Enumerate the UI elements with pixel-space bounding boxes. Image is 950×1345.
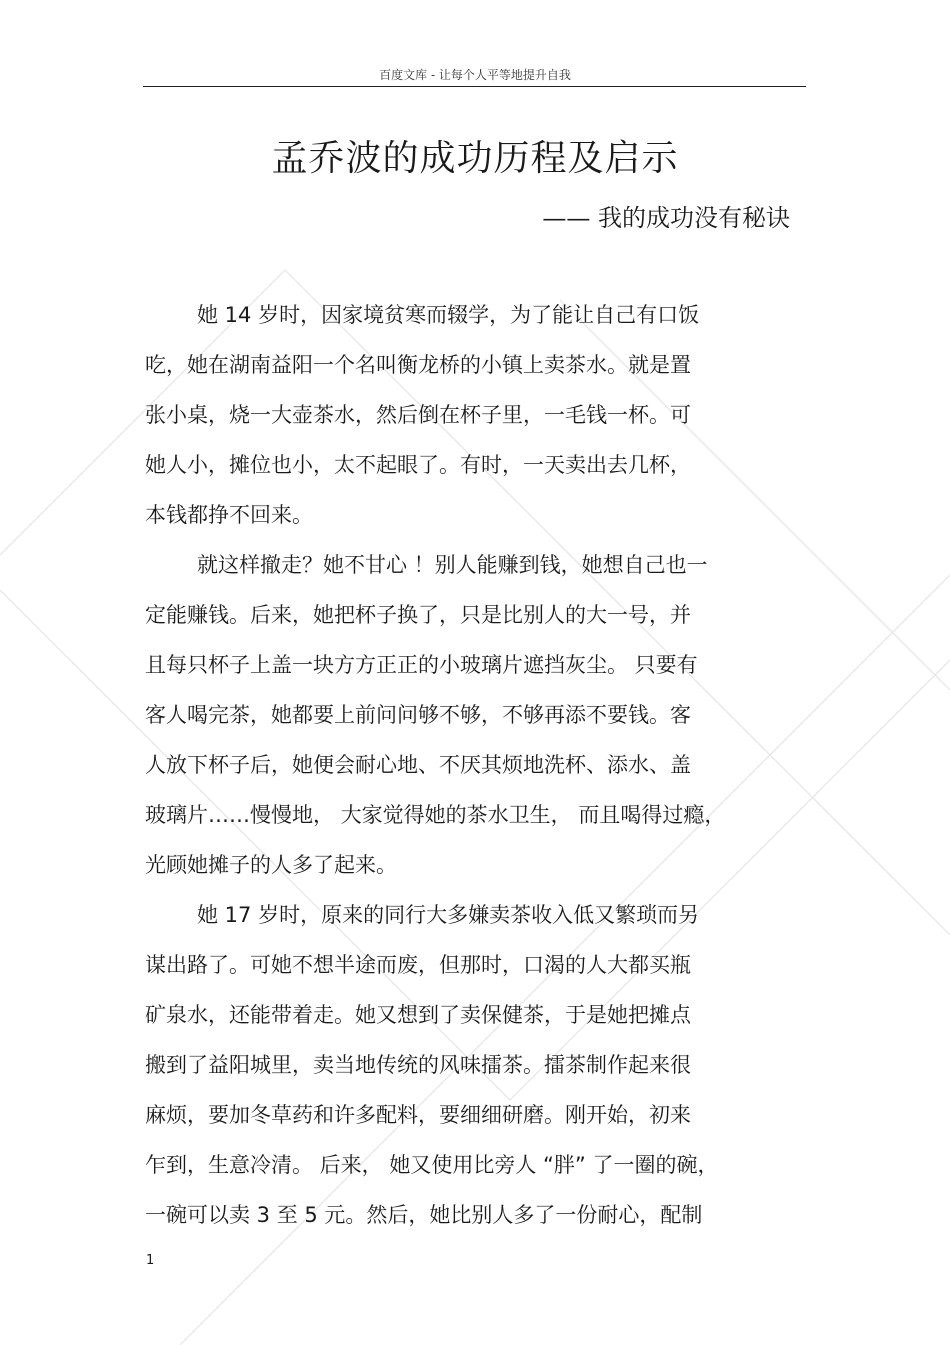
text-line: 乍到，生意冷清。 后来， 她又使用比旁人 “胖” 了一圈的碗， (145, 1153, 719, 1177)
document-title: 孟乔波的成功历程及启示 (271, 138, 679, 179)
text-line: 她人小，摊位也小，太不起眼了。有时，一天卖出去几杯， (145, 453, 691, 477)
text-line: 本钱都挣不回来。 (145, 503, 313, 527)
text-line: 人放下杯子后，她便会耐心地、不厌其烦地洗杯、添水、盖 (145, 753, 691, 777)
text-line: 吃，她在湖南益阳一个名叫衡龙桥的小镇上卖茶水。就是置 (145, 353, 691, 377)
text-line: 玻璃片……慢慢地， 大家觉得她的茶水卫生， 而且喝得过瘾， (145, 803, 726, 827)
text-line: 麻烦，要加冬草药和许多配料，要细细研磨。刚开始，初来 (145, 1103, 691, 1127)
text-line: 谋出路了。可她不想半途而废，但那时，口渴的人大都买瓶 (145, 953, 691, 977)
page-header: 百度文库 - 让每个人平等地提升自我 (379, 68, 571, 82)
text-line: 就这样撤走？她不甘心 ！别人能赚到钱，她想自己也一 (197, 553, 708, 577)
document-subtitle: —— 我的成功没有秘诀 (542, 204, 790, 232)
text-line: 光顾她摊子的人多了起来。 (145, 853, 397, 877)
text-line: 矿泉水，还能带着走。她又想到了卖保健茶，于是她把摊点 (145, 1003, 691, 1027)
text-line: 张小桌，烧一大壶茶水，然后倒在杯子里，一毛钱一杯。可 (145, 403, 691, 427)
page-number: 1 (146, 1253, 155, 1268)
text-line: 定能赚钱。后来，她把杯子换了，只是比别人的大一号，并 (145, 603, 691, 627)
text-line: 搬到了益阳城里，卖当地传统的风味擂茶。擂茶制作起来很 (145, 1053, 691, 1077)
text-line: 一碗可以卖 3 至 5 元。然后，她比别人多了一份耐心，配制 (145, 1203, 703, 1227)
text-line: 她 14 岁时，因家境贫寒而辍学，为了能让自己有口饭 (197, 303, 700, 327)
text-line: 她 17 岁时，原来的同行大多嫌卖茶收入低又繁琐而另 (197, 903, 700, 927)
text-line: 客人喝完茶，她都要上前问问够不够，不够再添不要钱。客 (145, 703, 691, 727)
header-divider (143, 86, 806, 87)
text-line: 且每只杯子上盖一块方方正正的小玻璃片遮挡灰尘。 只要有 (145, 653, 698, 677)
